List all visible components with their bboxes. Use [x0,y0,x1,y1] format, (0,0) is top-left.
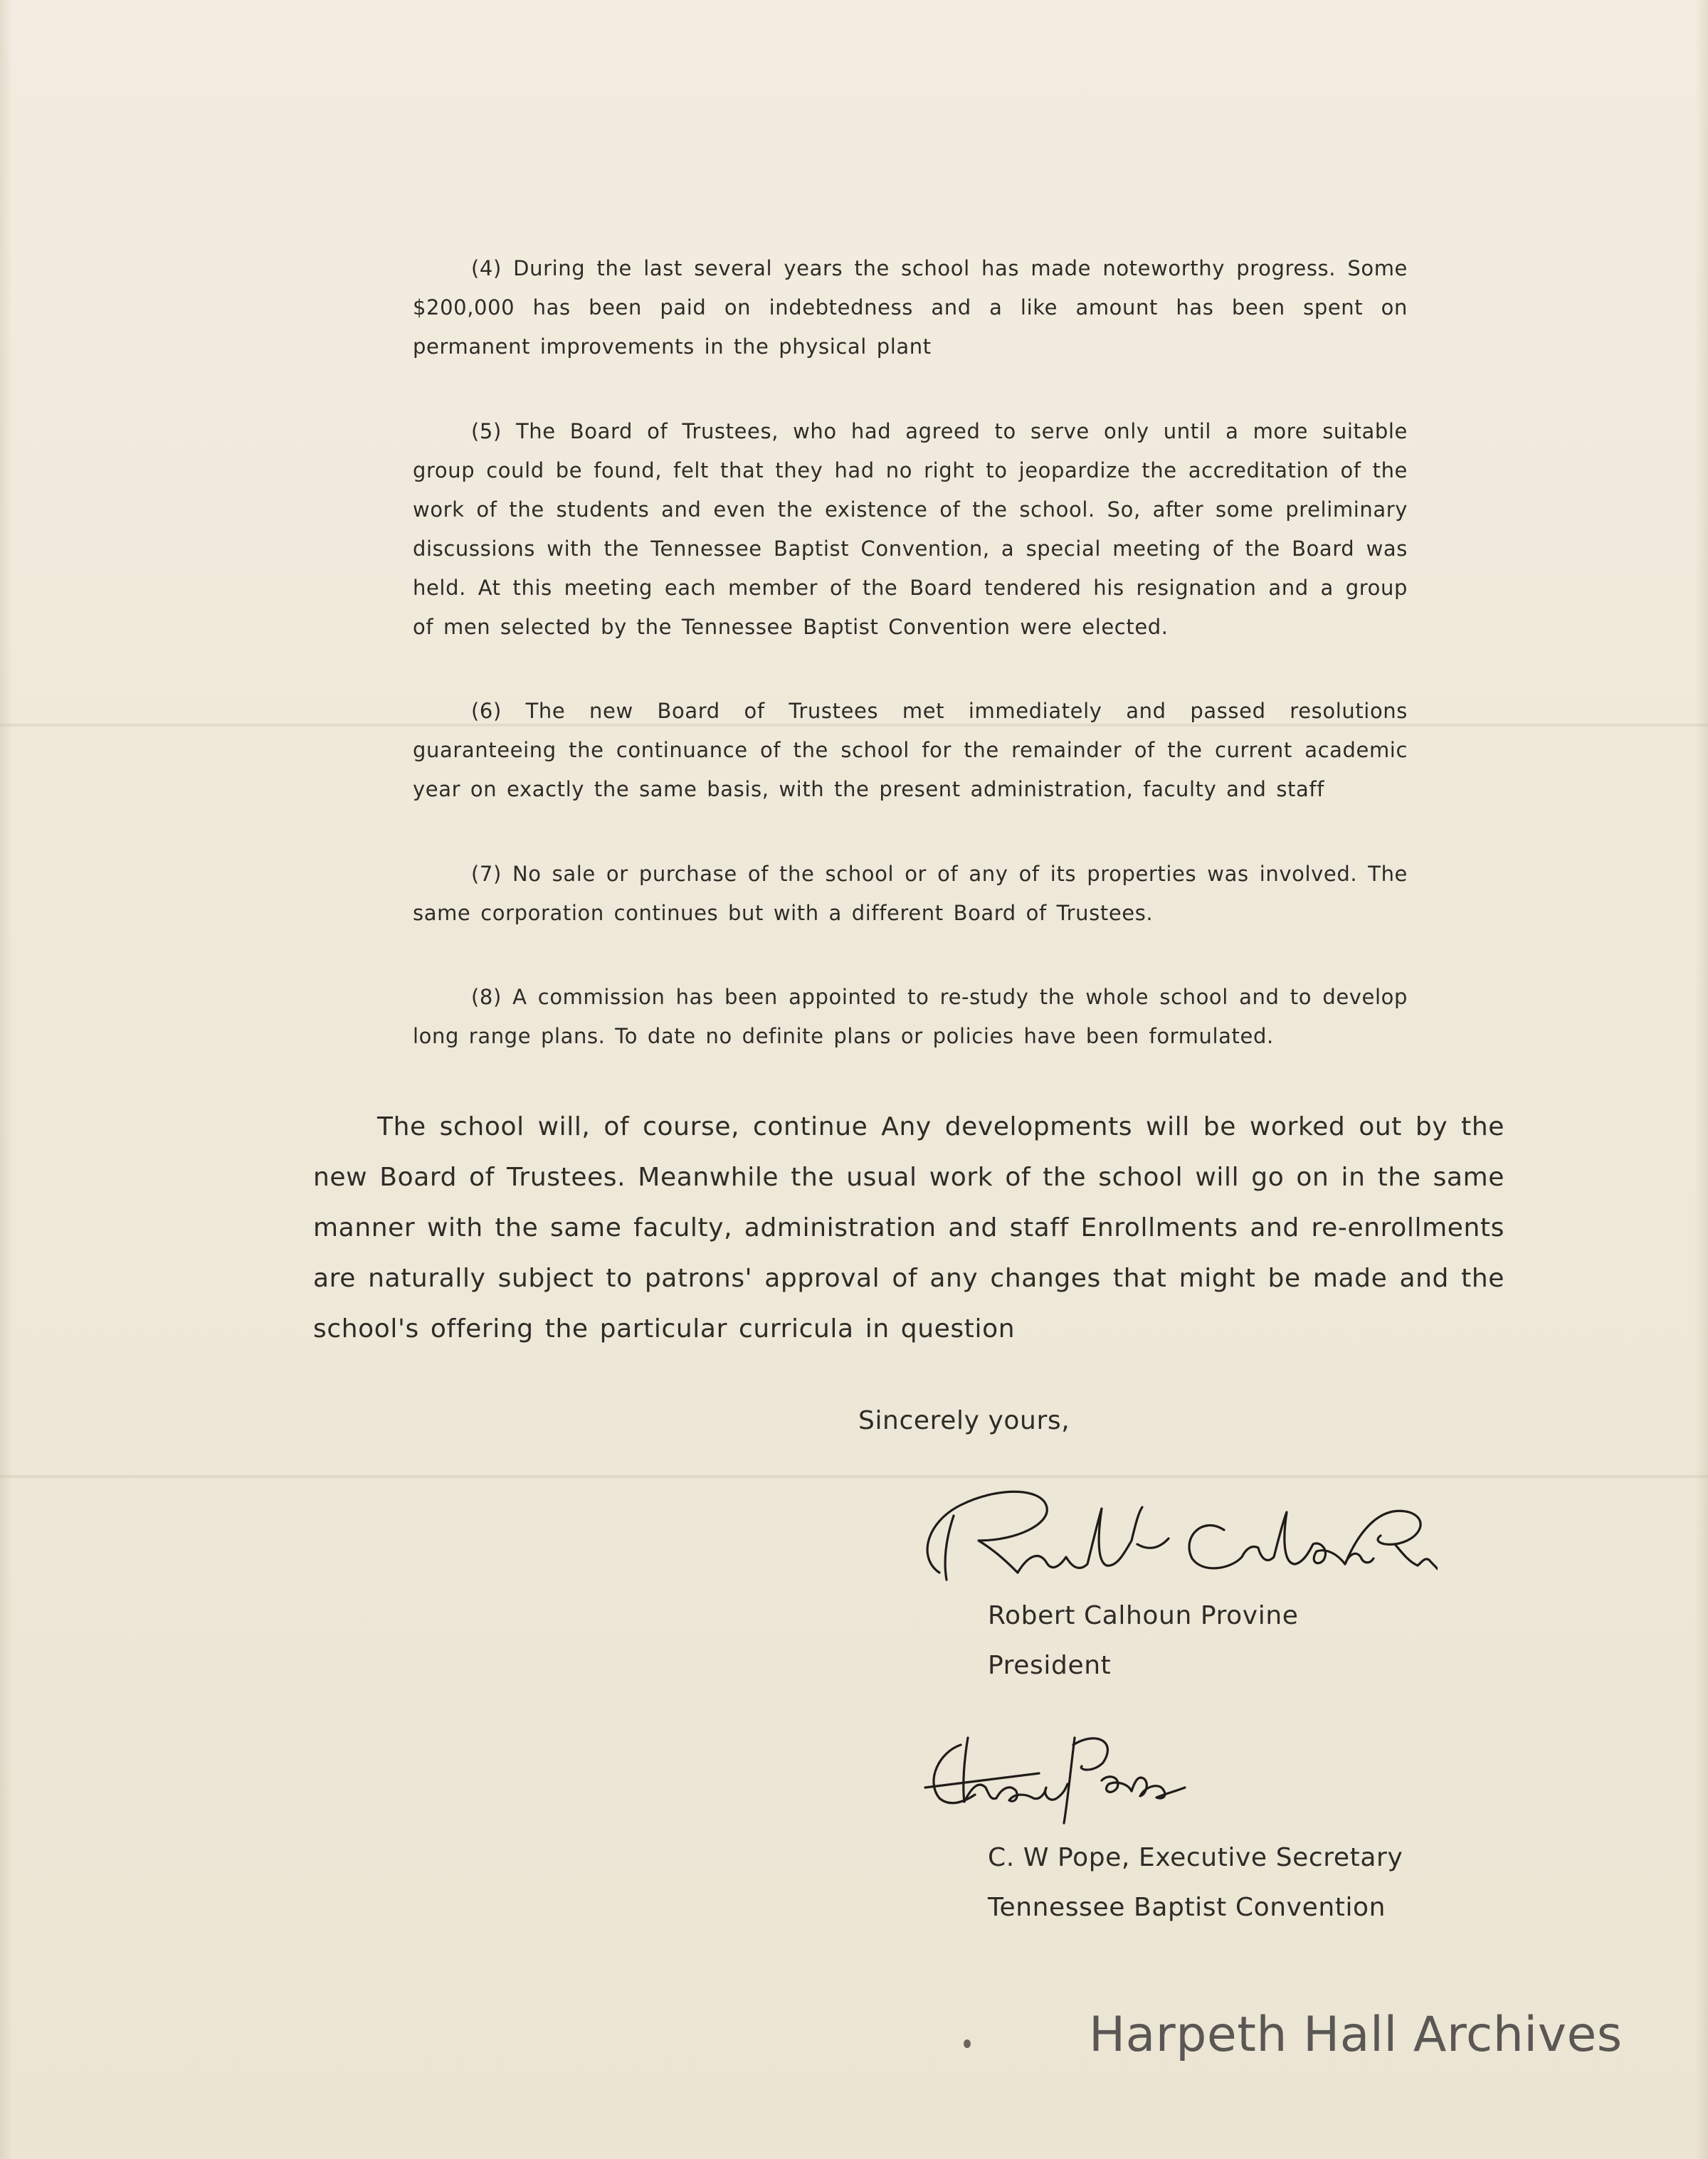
signatory-2-block [988,1833,1403,1933]
main-paragraph-text: The school will, of course, continue Any developments will be worked out by the new Board of Trustees. Meanwhile the usual work of the school will go on in the same manner with the same faculty, administration and staff Enrollments and re-enrollments are naturally subject to patrons' approval of any changes that might be made and the school's offering the particular curricula in question [313,1112,1504,1344]
main-paragraph [313,1102,1504,1354]
numbered-paragraph-8 [413,978,1408,1056]
paragraph-text: (7) No sale or purchase of the school or of any of its properties was involved. The same corporation continues but with a different Board of Trustees. [413,862,1408,925]
signatory-1-title: President [988,1651,1112,1680]
paragraph-text: (8) A commission has been appointed to re-study the whole school and to develop long range plans. To date no definite plans or policies have been formulated. [413,985,1408,1048]
paragraph-text: (4) During the last several years the school has made noteworthy progress. Some $200,000 has been paid on indebtedness and a like amount has been spent on permanent improvements in the physical plant [413,256,1408,359]
archive-watermark: Harpeth Hall Archives [1089,2007,1623,2063]
paragraph-text: (6) The new Board of Trustees met immediately and passed resolutions guaranteeing the continuance of the school for the remainder of the current academic year on exactly the same basis, with the present administration, faculty and staff [413,699,1408,801]
signatory-2-organization: Tennessee Baptist Convention [988,1893,1386,1922]
numbered-paragraph-6 [413,692,1408,809]
paragraph-text: (5) The Board of Trustees, who had agreed to serve only until a more suitable group could be found, felt that they had no right to jeopardize the accreditation of the work of the students and even the existence of the school. So, after some preliminary discussions with the Tennessee Baptist Convention, a special meeting of the Board was held. At this meeting each member of the Board tendered his resignation and a group of men selected by the Tennessee Baptist Convention were elected. [413,419,1408,639]
signatory-2-name: C. W Pope, Executive Secretary [988,1843,1403,1872]
numbered-paragraph-5 [413,412,1408,647]
paper-fold-line [0,1474,1708,1479]
signature-cw-pope [911,1716,1196,1830]
paper-edge-right [1695,0,1708,2159]
closing-salutation: Sincerely yours, [858,1406,1070,1435]
signatory-1-name: Robert Calhoun Provine [988,1601,1299,1630]
signatory-1-block [988,1591,1298,1691]
paper-edge-left [0,0,13,2159]
signature-robert-calhoun-provine [911,1473,1438,1594]
numbered-paragraph-4 [413,249,1408,366]
numbered-paragraph-7 [413,855,1408,933]
ink-dot [964,2039,971,2048]
